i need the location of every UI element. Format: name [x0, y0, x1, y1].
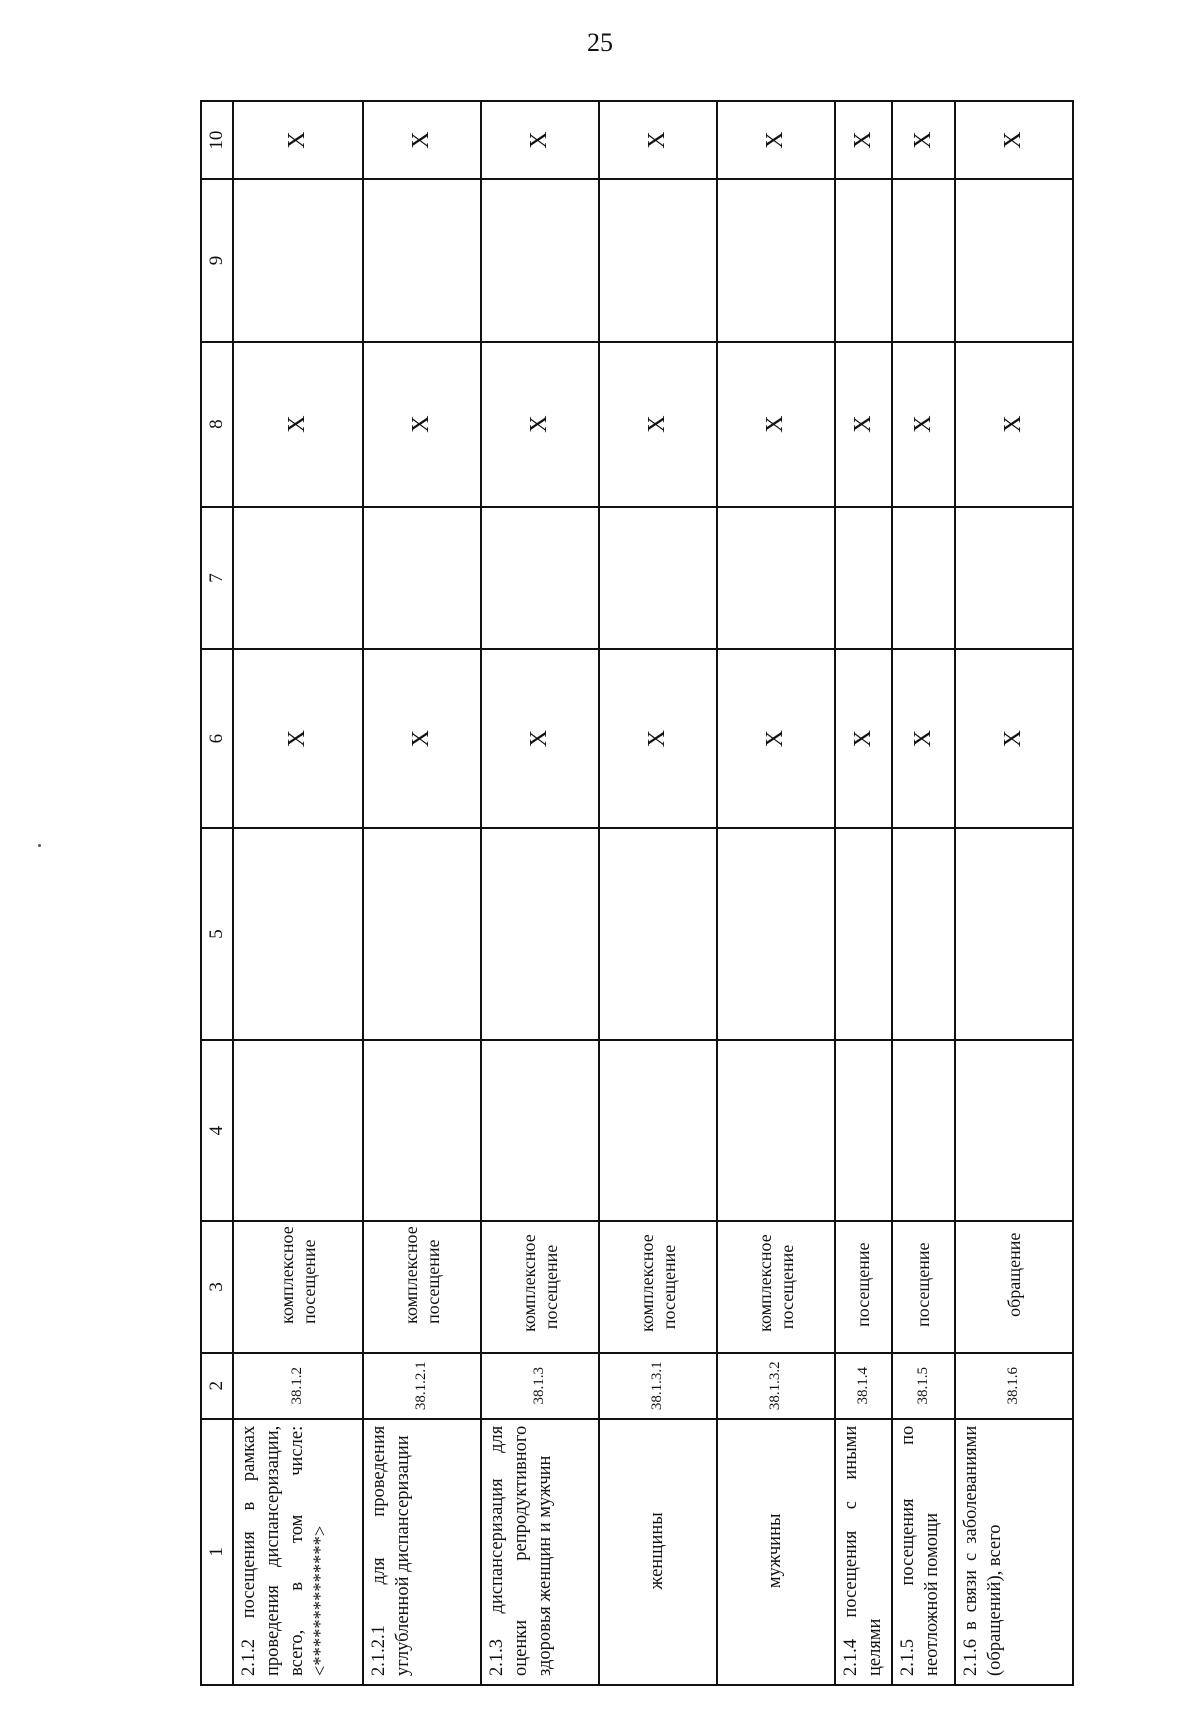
cell-col7: [892, 507, 955, 650]
cell-col10: X: [481, 101, 599, 179]
row-name: 2.1.4 посещения с иными целями: [835, 1419, 892, 1685]
row-name: 2.1.5 посещения по неотложной помощи: [892, 1419, 955, 1685]
cell-col7: [955, 507, 1073, 650]
row-code: 38.1.3.2: [717, 1353, 835, 1419]
row-unit-text: посещение: [853, 1242, 874, 1327]
row-unit-text: посещение: [913, 1242, 934, 1327]
rotated-table-container: [200, 100, 1074, 1686]
cell-col9: [835, 179, 892, 341]
row-name: женщины: [599, 1419, 717, 1685]
cell-col8: X: [955, 342, 1073, 507]
row-unit-text: комплексное посещение: [518, 1234, 561, 1332]
cell-col9: [892, 179, 955, 341]
page-number: 25: [587, 28, 613, 57]
row-name: мужчины: [717, 1419, 835, 1685]
cell-col10: X: [717, 101, 835, 179]
column-header: 1: [201, 1419, 233, 1685]
cell-col4: [233, 1040, 363, 1221]
cell-col10: X: [233, 101, 363, 179]
cell-col7: [835, 507, 892, 650]
cell-col10: X: [835, 101, 892, 179]
cell-col5: [363, 828, 481, 1041]
cell-col5: [599, 828, 717, 1041]
row-unit-text: обращение: [1003, 1232, 1024, 1317]
row-unit: [599, 1221, 717, 1353]
row-unit: [363, 1221, 481, 1353]
cell-col6: X: [233, 649, 363, 827]
table-row: [835, 101, 892, 1685]
cell-col5: [233, 828, 363, 1041]
table-row: [717, 101, 835, 1685]
column-header: 8: [201, 342, 233, 507]
row-unit: [955, 1221, 1073, 1353]
column-header: 6: [201, 649, 233, 827]
cell-col5: [481, 828, 599, 1041]
cell-col8: X: [481, 342, 599, 507]
row-code: 38.1.5: [892, 1353, 955, 1419]
cell-col9: [233, 179, 363, 341]
row-code: 38.1.3: [481, 1353, 599, 1419]
cell-col6: X: [363, 649, 481, 827]
row-code: 38.1.4: [835, 1353, 892, 1419]
row-unit-text: комплексное посещение: [754, 1234, 797, 1332]
row-name: 2.1.2 посещения в рамках проведения диспансеризации, всего, в том числе: <**************>: [233, 1419, 363, 1685]
row-code: 38.1.2.1: [363, 1353, 481, 1419]
column-header: 2: [201, 1353, 233, 1419]
row-unit-text: комплексное посещение: [276, 1226, 319, 1324]
table-row: [233, 101, 363, 1685]
cell-col6: X: [481, 649, 599, 827]
cell-col10: X: [599, 101, 717, 179]
cell-col7: [481, 507, 599, 650]
cell-col7: [363, 507, 481, 650]
table-row: [892, 101, 955, 1685]
scan-speck: [38, 844, 41, 847]
cell-col9: [599, 179, 717, 341]
column-header: 7: [201, 507, 233, 650]
column-header: 5: [201, 828, 233, 1041]
cell-col6: X: [892, 649, 955, 827]
cell-col4: [363, 1040, 481, 1221]
table-row: [955, 101, 1073, 1685]
cell-col10: X: [955, 101, 1073, 179]
cell-col8: X: [835, 342, 892, 507]
cell-col4: [955, 1040, 1073, 1221]
row-unit: [717, 1221, 835, 1353]
row-unit-text: комплексное посещение: [636, 1234, 679, 1332]
cell-col6: X: [835, 649, 892, 827]
row-code: 38.1.6: [955, 1353, 1073, 1419]
row-unit: [233, 1221, 363, 1353]
cell-col8: X: [233, 342, 363, 507]
column-header: 9: [201, 179, 233, 341]
row-unit: [481, 1221, 599, 1353]
cell-col10: X: [892, 101, 955, 179]
row-unit: [892, 1221, 955, 1353]
row-unit-text: комплексное посещение: [400, 1226, 443, 1324]
row-name: 2.1.6 в связи с заболеваниями (обращений), всего: [955, 1419, 1073, 1685]
table-row: [363, 101, 481, 1685]
cell-col8: X: [892, 342, 955, 507]
cell-col4: [481, 1040, 599, 1221]
cell-col7: [233, 507, 363, 650]
header-row: [201, 101, 233, 1685]
column-header: 4: [201, 1040, 233, 1221]
row-code: 38.1.3.1: [599, 1353, 717, 1419]
cell-col9: [363, 179, 481, 341]
cell-col6: X: [955, 649, 1073, 827]
cell-col9: [955, 179, 1073, 341]
cell-col4: [835, 1040, 892, 1221]
cell-col5: [892, 828, 955, 1041]
cell-col7: [717, 507, 835, 650]
column-header: 3: [201, 1221, 233, 1353]
cell-col4: [717, 1040, 835, 1221]
row-unit: [835, 1221, 892, 1353]
cell-col8: X: [599, 342, 717, 507]
table-row: [481, 101, 599, 1685]
cell-col7: [599, 507, 717, 650]
cell-col8: X: [717, 342, 835, 507]
cell-col9: [717, 179, 835, 341]
cell-col10: X: [363, 101, 481, 179]
cell-col9: [481, 179, 599, 341]
cell-col4: [892, 1040, 955, 1221]
data-table: [200, 100, 1074, 1686]
row-code: 38.1.2: [233, 1353, 363, 1419]
cell-col4: [599, 1040, 717, 1221]
row-name: 2.1.3 диспансеризация для оценки репродуктивного здоровья женщин и мужчин: [481, 1419, 599, 1685]
row-name: 2.1.2.1 для проведения углубленной диспансеризации: [363, 1419, 481, 1685]
cell-col5: [955, 828, 1073, 1041]
cell-col6: X: [599, 649, 717, 827]
cell-col6: X: [717, 649, 835, 827]
table-row: [599, 101, 717, 1685]
column-header: 10: [201, 101, 233, 179]
cell-col5: [717, 828, 835, 1041]
cell-col8: X: [363, 342, 481, 507]
cell-col5: [835, 828, 892, 1041]
